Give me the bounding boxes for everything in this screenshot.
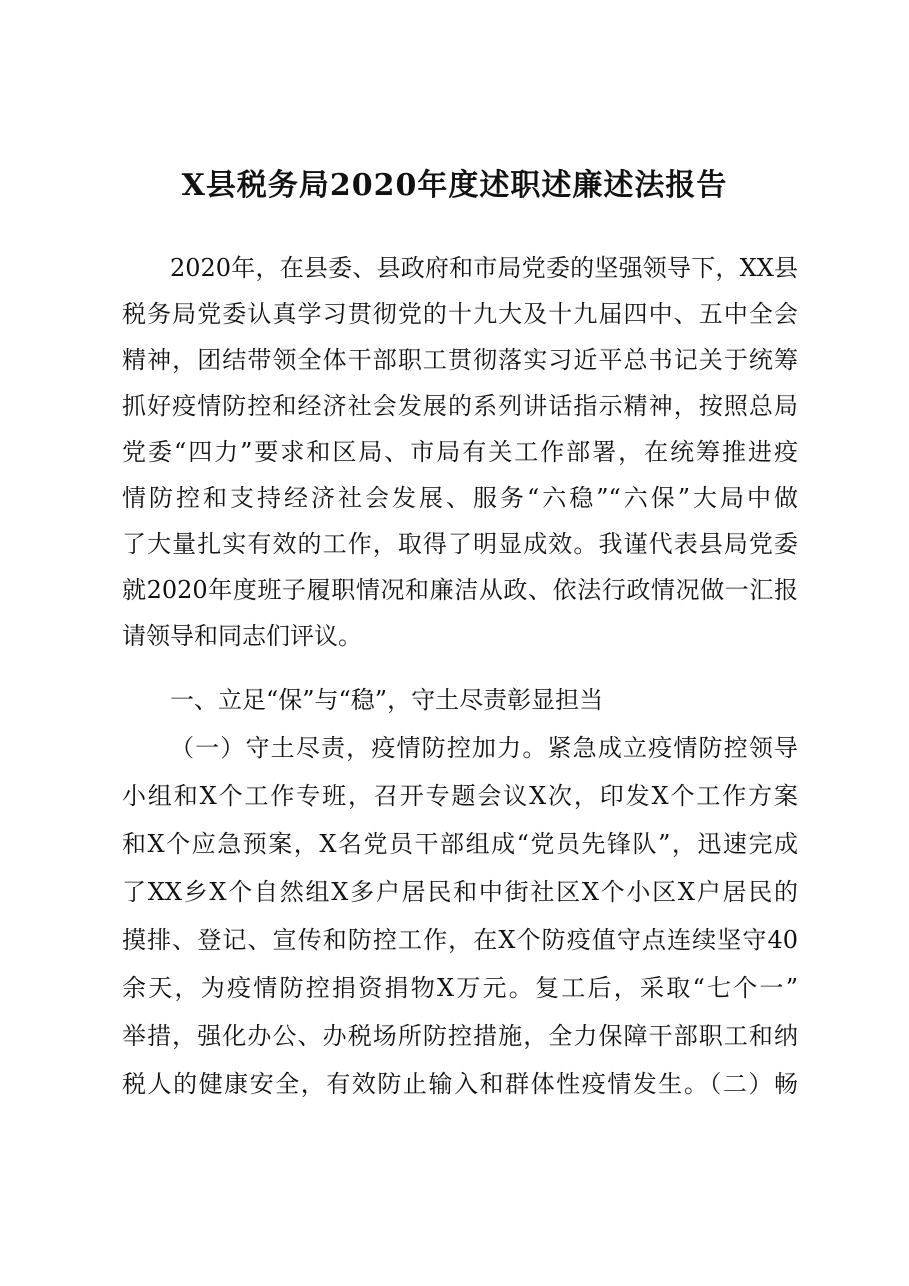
paragraph-line: （一）守土尽责，疫情防控加力。紧急成立疫情防控领导	[170, 734, 798, 762]
paragraph-line: 和X个应急预案，X名党员干部组成“党员先锋队”，迅速完成	[122, 830, 798, 858]
paragraph-line: 2020年，在县委、县政府和市局党委的坚强领导下，XX县	[170, 254, 798, 282]
paragraph-line: 小组和X个工作专班，召开专题会议X次，印发X个工作方案	[122, 782, 798, 810]
paragraph-line: 余天，为疫情防控捐资捐物X万元。复工后，采取“七个一”	[122, 974, 798, 1002]
section-heading: 一、立足“保”与“稳”，守土尽责彰显担当	[170, 686, 604, 714]
paragraph-line: 了大量扎实有效的工作，取得了明显成效。我谨代表县局党委	[122, 530, 798, 558]
paragraph-line: 请领导和同志们评议。	[122, 622, 362, 650]
paragraph-line: 税务局党委认真学习贯彻党的十九大及十九届四中、五中全会	[122, 300, 798, 328]
paragraph-line: 党委“四力”要求和区局、市局有关工作部署，在统筹推进疫	[122, 438, 798, 466]
paragraph-line: 了XX乡X个自然组X多户居民和中街社区X个小区X户居民的	[122, 878, 798, 906]
paragraph-line: 税人的健康安全，有效防止输入和群体性疫情发生。（二）畅	[122, 1070, 798, 1098]
paragraph-line: 抓好疫情防控和经济社会发展的系列讲话指示精神，按照总局	[122, 392, 798, 420]
paragraph-line: 摸排、登记、宣传和防控工作，在X个防疫值守点连续坚守40	[122, 926, 798, 954]
paragraph-line: 举措，强化办公、办税场所防控措施，全力保障干部职工和纳	[122, 1022, 798, 1050]
paragraph-line: 情防控和支持经济社会发展、服务“六稳”“六保”大局中做	[122, 484, 798, 512]
paragraph-line: 精神，团结带领全体干部职工贯彻落实习近平总书记关于统筹	[122, 346, 798, 374]
paragraph-line: 就2020年度班子履职情况和廉洁从政、依法行政情况做一汇报	[122, 576, 798, 604]
document-title: X县税务局2020年度述职述廉述法报告	[181, 168, 728, 203]
